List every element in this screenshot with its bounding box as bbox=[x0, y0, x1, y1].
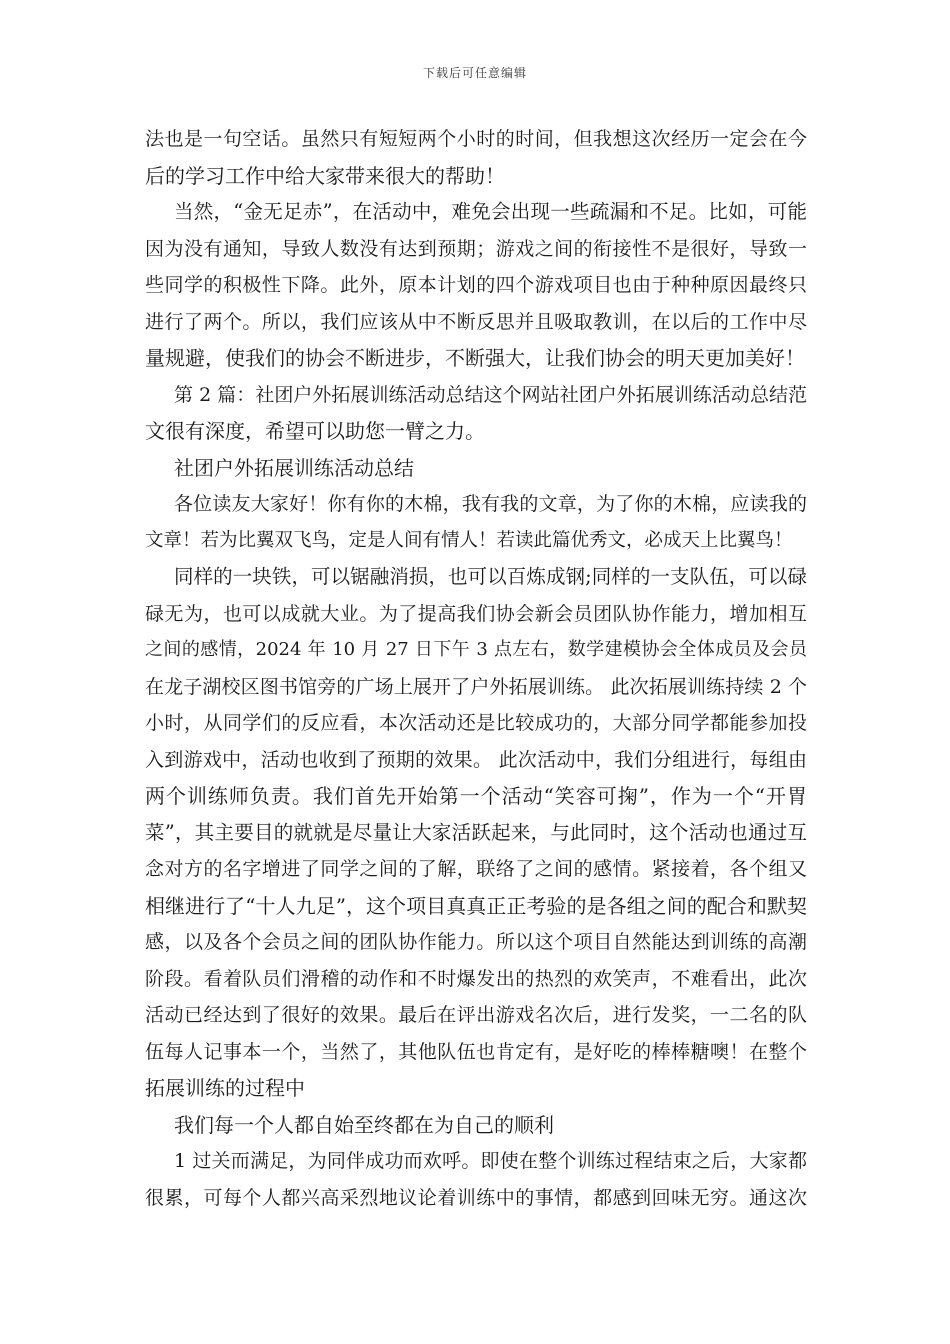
document-body bbox=[145, 121, 807, 1216]
text-line: 第 2 篇：社团户外拓展训练活动总结这个网站社团户外拓展训练活动总结范 bbox=[174, 383, 807, 406]
text-line: 阶段。看着队员们滑稽的动作和不时爆发出的热烈的欢笑声，不难看出，此次 bbox=[145, 967, 807, 990]
text-line: 小时，从同学们的反应看，本次活动还是比较成功的，大部分同学都能参加投 bbox=[145, 712, 807, 734]
text-line: 进行了两个。所以，我们应该从中不断反思并且吸取教训，在以后的工作中尽 bbox=[145, 310, 807, 333]
text-line: 文章！若为比翼双飞鸟，定是人间有情人！若读此篇优秀文，必成天上比翼鸟！ bbox=[145, 529, 793, 551]
text-line: 1 过关而满足，为同伴成功而欢呼。即使在整个训练过程结束之后，大家都 bbox=[174, 1150, 807, 1172]
text-line: 文很有深度，希望可以助您一臂之力。 bbox=[145, 419, 485, 443]
text-line: 很累，可每个人都兴高采烈地议论着训练中的事情，都感到回味无穷。通这次 bbox=[145, 1186, 807, 1209]
text-line: 入到游戏中，活动也收到了预期的效果。 此次活动中，我们分组进行，每组由 bbox=[145, 748, 807, 771]
text-line: 相继进行了“十人九足”，这个项目真真正正考验的是各组之间的配合和默契 bbox=[145, 893, 807, 918]
text-line: 念对方的名字增进了同学之间的了解，联络了之间的感情。紧接着，各个组又 bbox=[145, 858, 807, 880]
text-line: 法也是一句空话。虽然只有短短两个小时的时间，但我想这次经历一定会在今 bbox=[145, 128, 807, 150]
text-line: 在龙子湖校区图书馆旁的广场上展开了户外拓展训练。 此次拓展训练持续 2 个 bbox=[145, 675, 807, 698]
text-line: 当然，“金无足赤”，在活动中，难免会出现一些疏漏和不足。比如，可能 bbox=[174, 200, 807, 223]
text-line: 各位读友大家好！你有你的木棉，我有我的文章，为了你的木棉，应读我的 bbox=[174, 493, 807, 515]
text-line: 拓展训练的过程中 bbox=[145, 1076, 305, 1100]
text-line: 活动已经达到了很好的效果。最后在评出游戏名次后，进行发奖，一二名的队 bbox=[145, 1004, 807, 1026]
text-line: 伍每人记事本一个，当然了，其他队伍也肯定有，是好吃的棒棒糖噢！在整个 bbox=[145, 1040, 807, 1063]
text-line: 碌无为，也可以成就大业。为了提高我们协会新会员团队协作能力，增加相互 bbox=[145, 602, 807, 625]
text-line: 量规避，使我们的协会不断进步，不断强大，让我们协会的明天更加美好！ bbox=[145, 346, 805, 370]
text-line: 我们每一个人都自始至终都在为自己的顺利 bbox=[174, 1112, 554, 1137]
text-line: 后的学习工作中给大家带来很大的帮助！ bbox=[145, 163, 505, 188]
text-line: 两个训练师负责。我们首先开始第一个活动“笑容可掬”，作为一个“开胃 bbox=[145, 784, 807, 808]
text-line: 因为没有通知，导致人数没有达到预期；游戏之间的衔接性不是很好，导致一 bbox=[145, 237, 807, 260]
text-line: 些同学的积极性下降。此外，原本计划的四个游戏项目也由于种种原因最终只 bbox=[145, 274, 807, 296]
header-note: 下载后可任意编辑 bbox=[422, 66, 527, 80]
text-line: 菜”，其主要目的就就是尽量让大家活跃起来，与此同时，这个活动也通过互 bbox=[145, 820, 807, 844]
text-line: 感，以及各个会员之间的团队协作能力。所以这个项目自然能达到训练的高潮 bbox=[145, 931, 807, 953]
text-line: 同样的一块铁，可以锯融消损，也可以百炼成钢;同样的一支队伍，可以碌 bbox=[174, 565, 807, 588]
section-heading: 社团户外拓展训练活动总结 bbox=[174, 455, 414, 480]
text-line: 之间的感情，2024 年 10 月 27 日下午 3 点左右，数学建模协会全体成员及会员 bbox=[145, 639, 807, 660]
